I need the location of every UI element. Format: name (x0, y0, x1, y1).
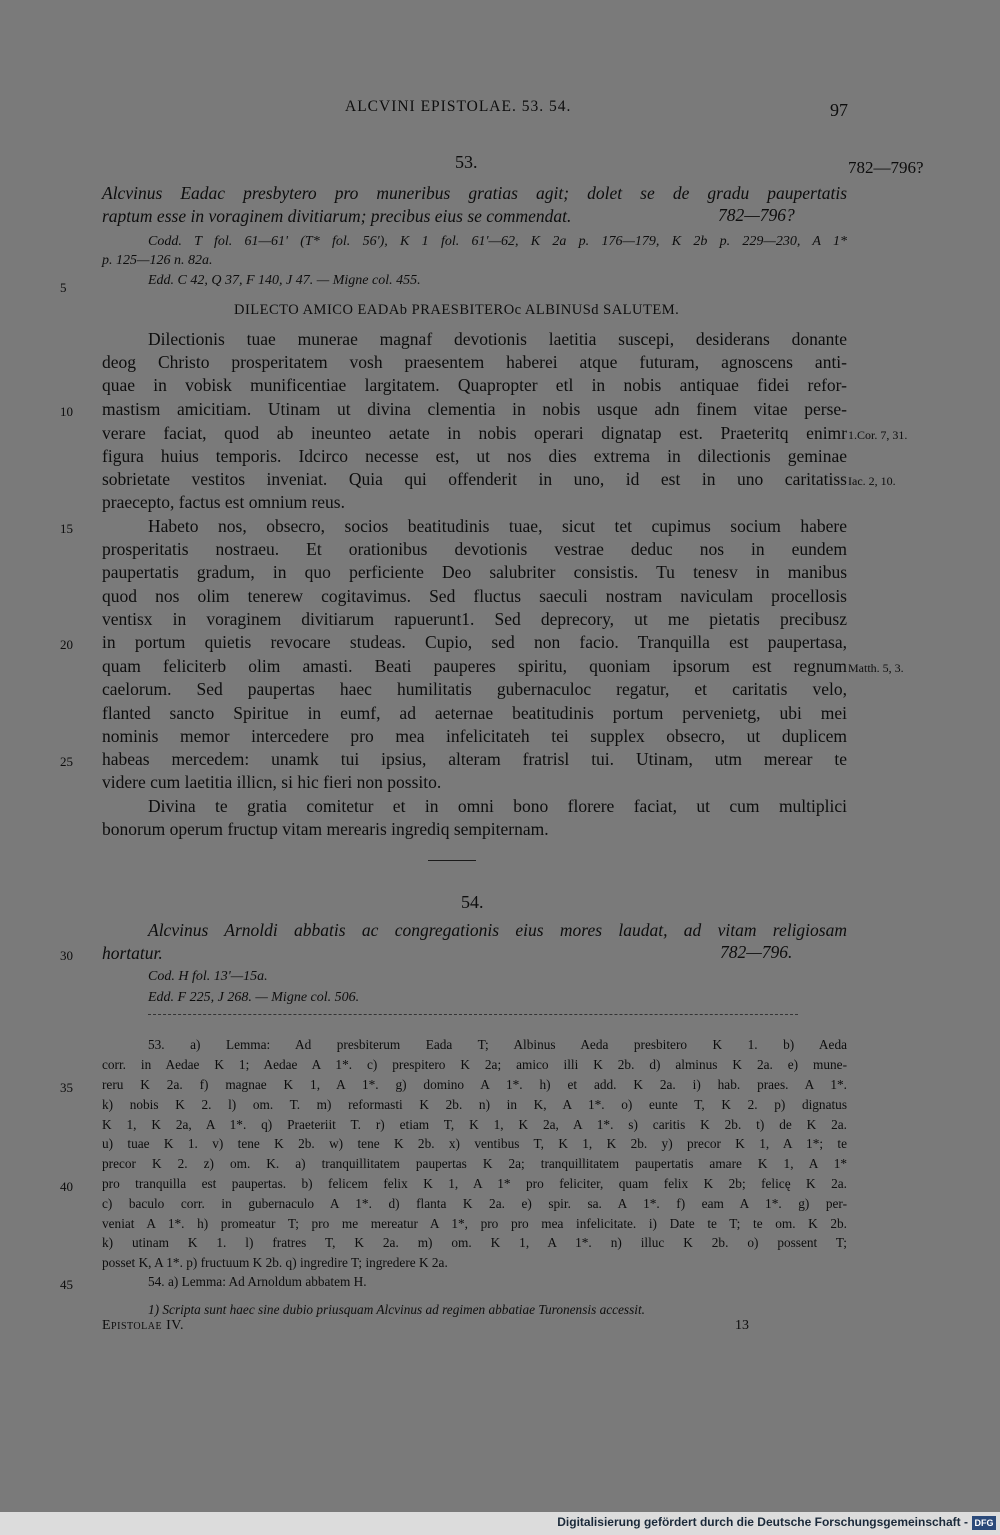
apparatus-line: corr. in Aedae K 1; Aedae A 1*. c) prespitero K 2a; amico illi K 2b. d) alminus K 2a. e) mune- (102, 1057, 847, 1072)
letter-53-summary-date: 782—796? (718, 205, 795, 225)
margin-reference: 1.Cor. 7, 31. (848, 428, 908, 442)
line-number: 25 (60, 754, 73, 769)
text-line: bonorum operum fructup vitam merearis ingrediq sempiternam. (102, 819, 549, 839)
apparatus-line: 54. a) Lemma: Ad Arnoldum abbatem H. (148, 1274, 367, 1289)
text-line: paupertatis gradum, in quo perficiente Deo salubriter consistis. Tu tenesv in manibus (102, 562, 847, 582)
line-number: 30 (60, 948, 73, 963)
text-line: videre cum laetitia illicn, si hic fieri non possito. (102, 772, 442, 792)
letter-53-codices: Codd. T fol. 61—61' (T* fol. 56'), K 1 fol. 61'—62, K 2a p. 176—179, K 2b p. 229—230, A 1* (148, 234, 847, 249)
line-number: 20 (60, 637, 73, 652)
apparatus-line: reru K 2a. f) magnae K 1, A 1*. g) domino A 1*. h) et add. K 2a. i) hab. praes. A 1*. (102, 1077, 847, 1092)
apparatus-line: k) utinam K 1. l) fratres T, K 2a. m) om. K 1, A 1*. n) illuc K 2b. o) possent T; (102, 1235, 847, 1250)
funding-text: Digitalisierung gefördert durch die Deutsche Forschungsgemeinschaft - (557, 1515, 968, 1529)
letter-54-summary-line: hortatur. (102, 943, 163, 963)
text-line: quae in vobisk munificentiae largitatem. Quapropter etl in nobis antiquae fidei refor- (102, 375, 847, 395)
text-line: sobrietate vestitos inveniat. Quia qui offenderit in uno, id est in uno caritatiss (102, 469, 847, 489)
apparatus-line: posset K, A 1*. p) fructuum K 2b. q) ingredire T; ingredere K 2a. (102, 1255, 448, 1270)
text-line: habeas mercedem: unamk tui ipsius, alteram fratrisl tui. Utinam, utm merear te (102, 749, 847, 769)
text-line: Divina te gratia comitetur et in omni bono florere faciat, ut cum multiplici (148, 796, 847, 816)
text-line: mastism amicitiam. Utinam ut divina clementia in nobis usque adn finem vitae perse- (102, 399, 847, 419)
line-number: 15 (60, 521, 73, 536)
signature-mark: Epistolae IV. (102, 1318, 185, 1333)
line-number: 5 (60, 280, 67, 295)
footnote: 1) Scripta sunt haec sine dubio priusquam Alcvinus ad regimen abbatiae Turonensis accessit. (148, 1302, 645, 1317)
text-line: caelorum. Sed paupertas haec humilitatis gubernaculoc regatur, et caritatis velo, (102, 679, 847, 699)
text-line: quam feliciterb olim amasti. Beati pauperes spiritu, quoniam ipsorum est regnum (102, 656, 847, 676)
letter-53-summary-line: Alcvinus Eadac presbytero pro muneribus gratias agit; dolet se de gradu paupertatis (102, 183, 847, 203)
text-line: figura huius temporis. Idcirco necesse est, ut nos dies extrema in dilectionis geminae (102, 446, 847, 466)
margin-reference: Iac. 2, 10. (848, 474, 896, 488)
text-line: deog Christo prosperitatem vosh praesentem haberei atque futuram, agnoscens anti- (102, 352, 847, 372)
letter-53-codices-cont: p. 125—126 n. 82a. (102, 253, 213, 268)
apparatus-divider (148, 1014, 798, 1016)
apparatus-line: 53. a) Lemma: Ad presbiterum Eada T; Albinus Aeda presbitero K 1. b) Aeda (148, 1037, 847, 1052)
apparatus-line: precor K 2. z) om. K. a) tranquillitatem paupertas K 2a; tranquillitatem paupertatis amare K 1, A 1* (102, 1156, 847, 1171)
text-line: ventisx in voraginem divitiarum rapuerunt1. Sed deprecory, ut me pietatis precibusz (102, 609, 847, 629)
page-number: 97 (830, 100, 848, 120)
apparatus-line: pro tranquilla est paupertas. b) felicem felix K 1, A 1* pro feliciter, quam felix K 2b; felicę K 2a. (102, 1176, 847, 1191)
letter-53-number: 53. (455, 152, 478, 172)
line-number: 10 (60, 404, 73, 419)
text-line: in portum quietis revocare studeas. Cupio, sed non facio. Tranquilla est paupertasa, (102, 632, 847, 652)
text-line: quod nos olim tenerew cogitavimus. Sed fluctus saeculi nostram naviculam procellosis (102, 586, 847, 606)
text-line: Habeto nos, obsecro, socios beatitudinis tuae, sicut tet cupimus socium habere (148, 516, 847, 536)
apparatus-line: u) tuae K 1. v) tene K 2b. w) tene K 2b. x) ventibus T, K 1, K 2b. y) precor K 1, A 1*; te (102, 1136, 847, 1151)
apparatus-line: veniat A 1*. h) promeatur T; pro me mereatur A 1*, pro pro mea infelicitate. i) Date te T; te om. K 2b. (102, 1216, 847, 1231)
text-line: Dilectionis tuae munerae magnaf devotionis laetitia suscepi, desiderans donante (148, 329, 847, 349)
section-divider (428, 860, 476, 861)
text-line: verare faciat, quod ab ineunteo aetate in nobis operari dignatap est. Praeteritq enimr (102, 423, 847, 443)
letter-54-number: 54. (461, 892, 484, 912)
running-title: ALCVINI EPISTOLAE. 53. 54. (345, 98, 572, 115)
text-line: prosperitatis nostraeu. Et orationibus devotionis vestrae deduc nos in eundem (102, 539, 847, 559)
letter-54-summary-date: 782—796. (720, 942, 793, 962)
line-number: 45 (60, 1277, 73, 1292)
apparatus-line: k) nobis K 2. l) om. T. m) reformasti K 2b. n) in K, A 1*. o) eunte T, K 2. p) dignatus (102, 1097, 847, 1112)
text-line: praecepto, factus est omnium reus. (102, 492, 345, 512)
letter-54-summary-line: Alcvinus Arnoldi abbatis ac congregationis eius mores laudat, ad vitam religiosam (148, 920, 847, 940)
page-header (0, 98, 1000, 124)
letter-54-editions: Edd. F 225, J 268. — Migne col. 506. (148, 990, 360, 1005)
letter-54-codex: Cod. H fol. 13'—15a. (148, 969, 268, 984)
signature-number: 13 (735, 1318, 749, 1333)
funding-footer (0, 1512, 1000, 1535)
margin-reference: Matth. 5, 3. (848, 661, 904, 675)
apparatus-line: c) baculo corr. in gubernaculo A 1*. d) flanta K 2a. e) spir. sa. A 1*. f) eam A 1*. g) per- (102, 1196, 847, 1211)
line-number: 40 (60, 1179, 73, 1194)
text-line: nominis memor intercedere pro mea infelicitateh tei supplex obsecro, ut duplicem (102, 726, 847, 746)
line-number: 35 (60, 1080, 73, 1095)
letter-53-date: 782—796? (848, 158, 924, 177)
letter-53-editions: Edd. C 42, Q 37, F 140, J 47. — Migne col. 455. (148, 273, 421, 288)
text-line: flanted sancto Spiritue in eumf, ad aeternae beatitudinis portum pervenietg, ubi mei (102, 703, 847, 723)
apparatus-line: K 1, K 2a, A 1*. q) Praeteriit T. r) etiam T, K 1, K 2a, A 1*. s) caritis K 2b. t) de K 2a. (102, 1117, 847, 1132)
letter-53-summary-line: raptum esse in voraginem divitiarum; precibus eius se commendat. (102, 206, 572, 226)
letter-53-salutation: DILECTO AMICO EADAb PRAESBITEROc ALBINUSd SALUTEM. (234, 302, 680, 318)
dfg-logo-icon: DFG (972, 1516, 996, 1530)
